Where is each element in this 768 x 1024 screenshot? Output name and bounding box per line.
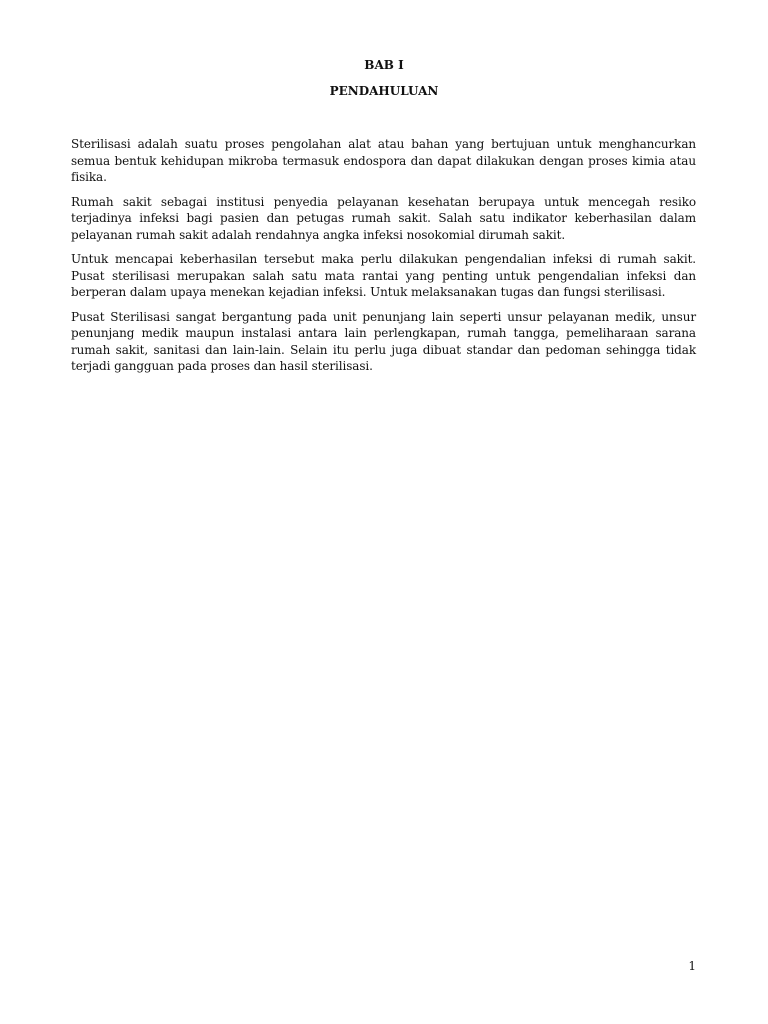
paragraph: Sterilisasi adalah suatu proses pengolahan alat atau bahan yang bertujuan untuk menghancurkan semua bentuk kehidupan mikroba termasuk endospora dan dapat dilakukan dengan proses kimia atau fisika.: [71, 137, 696, 184]
body-text: [71, 136, 696, 383]
paragraph: Rumah sakit sebagai institusi penyedia pelayanan kesehatan berupaya untuk mencegah resiko terjadinya infeksi bagi pasien dan petugas rumah sakit. Salah satu indikator keberhasilan dalam pelayanan rumah sakit adalah rendahnya angka infeksi nosokomial dirumah sakit.: [71, 194, 696, 242]
page-number: 1: [688, 959, 696, 973]
paragraph: Pusat Sterilisasi sangat bergantung pada unit penunjang lain seperti unsur pelayanan medik, unsur penunjang medik maupun instalasi antara lain perlengkapan, rumah tangga, pemeliharaan sarana rumah sakit, sanitasi dan lain-lain. Selain itu perlu juga dibuat standar dan pedoman sehingga tidak terjadi gangguan pada proses dan hasil sterilisasi.: [71, 309, 696, 373]
chapter-heading: BAB I: [364, 58, 404, 72]
chapter-title: PENDAHULUAN: [329, 84, 439, 98]
paragraph: Untuk mencapai keberhasilan tersebut maka perlu dilakukan pengendalian infeksi di rumah sakit. Pusat sterilisasi merupakan salah satu mata rantai yang penting untuk pengendalian infeksi dan berperan dalam upaya menekan kejadian infeksi. Untuk melaksanakan tugas dan fungsi sterilisasi.: [71, 252, 696, 299]
